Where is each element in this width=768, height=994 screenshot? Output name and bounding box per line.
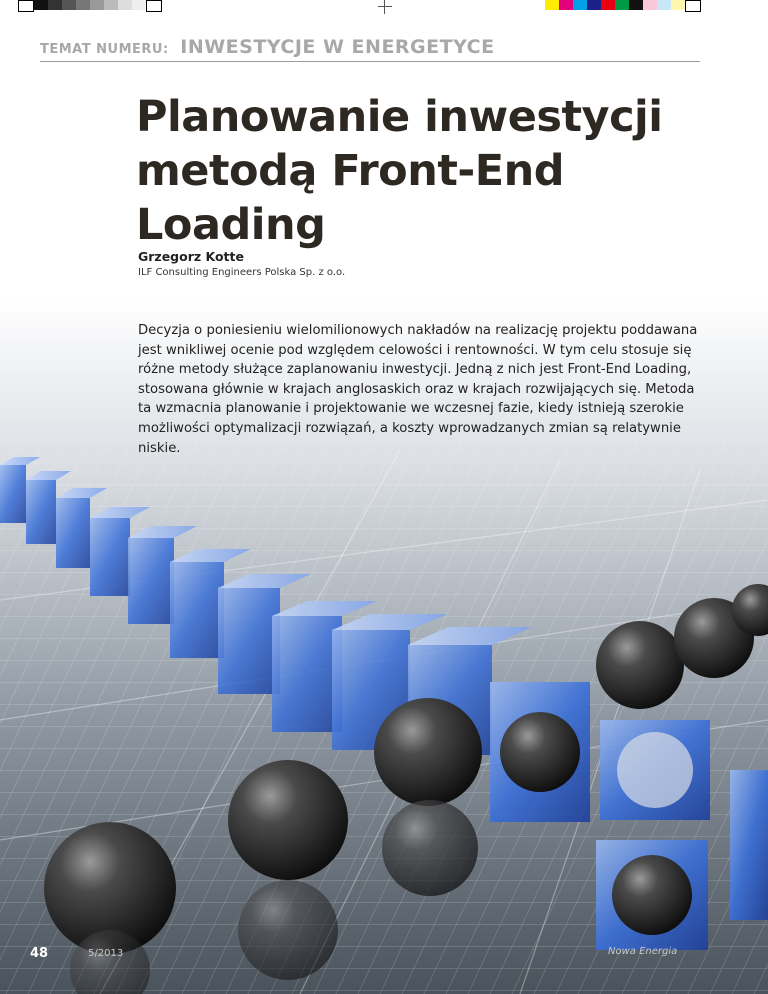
issue-number: 5/2013: [88, 948, 124, 959]
color-calibration-strip-gray: [18, 0, 162, 10]
magazine-name: Nowa Energia: [608, 946, 678, 957]
article-author: Grzegorz Kotte: [138, 249, 244, 264]
author-affiliation: ILF Consulting Engineers Polska Sp. z o.o.: [138, 267, 346, 278]
article-title: [136, 90, 756, 252]
article-title-line-1: Planowanie inwestycji: [136, 92, 663, 142]
section-header: [40, 36, 700, 62]
registration-mark-icon: [378, 0, 392, 14]
topic-value: INWESTYCJE W ENERGETYCE: [180, 36, 495, 58]
lead-paragraph: Decyzja o poniesieniu wielomilionowych nakładów na realizację projektu poddawana jest wnikliwej ocenie pod względem celowości i rentowności. W tym celu stosuje się różne metody służące zaplanowaniu inwestycji. Jedną z nich jest Front-End Loading, stosowana głównie w krajach anglosaskich oraz w krajach rozwijających się. Metoda ta wzmacnia planowanie i projektowanie we wczesnej fazie, kiedy istnieją szerokie możliwości optymalizacji rozwiązań, a koszty wprowadzanych zmian są relatywnie niskie.: [138, 323, 698, 456]
color-calibration-strip-cmyk: [545, 0, 701, 10]
page-number: 48: [30, 946, 49, 961]
topic-label: TEMAT NUMERU:: [40, 42, 169, 57]
article-title-line-2: metodą Front-End Loading: [136, 146, 564, 250]
